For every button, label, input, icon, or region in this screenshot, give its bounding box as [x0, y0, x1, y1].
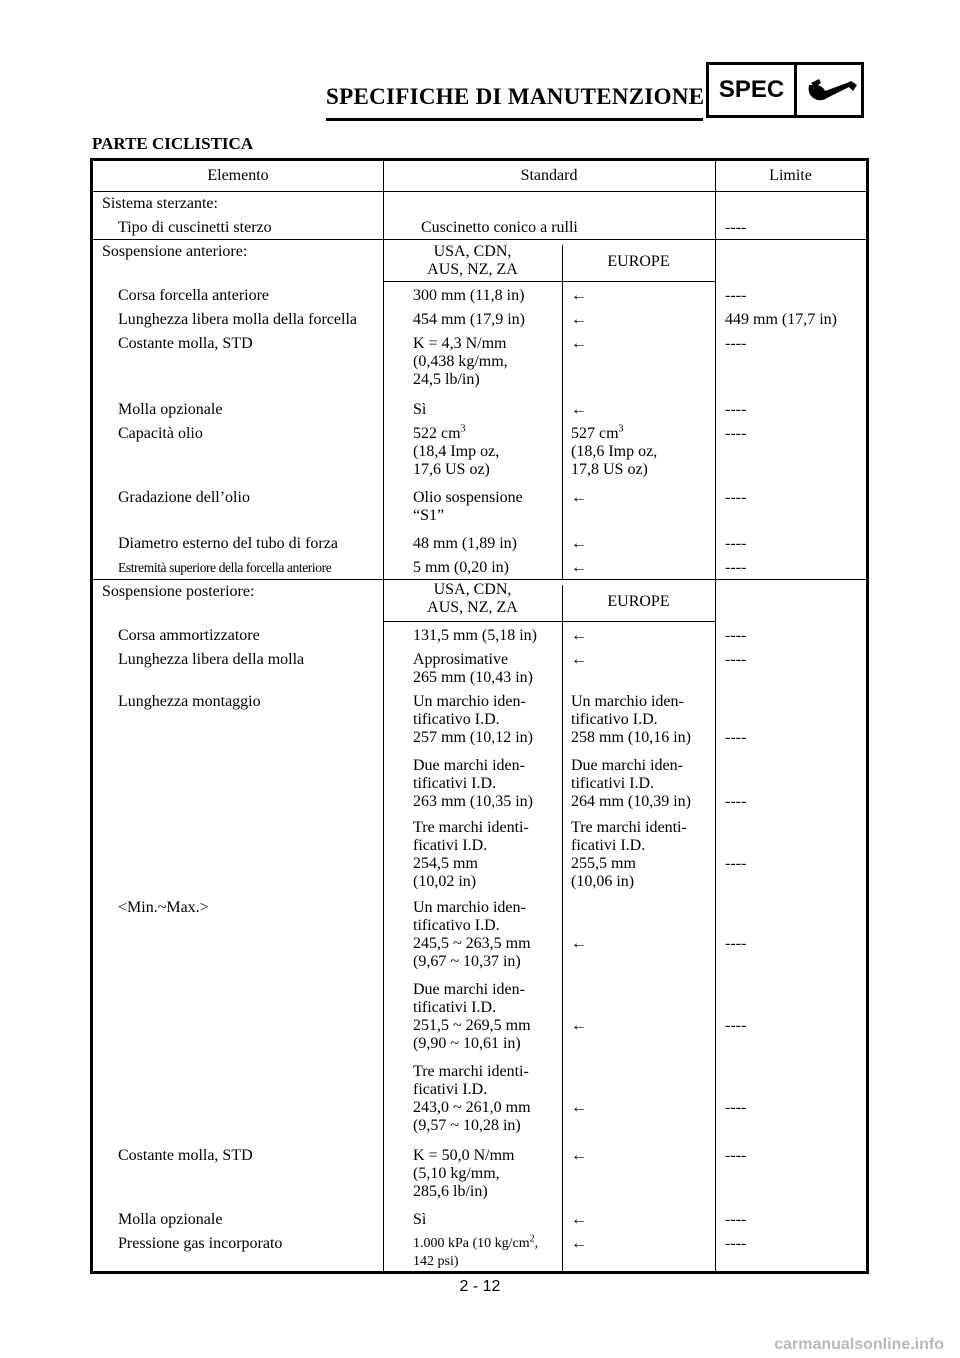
mount-limit: ----	[725, 729, 747, 746]
front-row-limit: ----	[725, 559, 747, 576]
section-title: PARTE CICLISTICA	[92, 134, 254, 153]
rear-optional-label: Molla opzionale	[118, 1211, 223, 1228]
front-row-b: ←	[571, 559, 587, 576]
rear-stroke-limit: ----	[725, 627, 747, 644]
rear-stroke-label: Corsa ammortizzatore	[118, 627, 260, 644]
page-header-title: SPECIFICHE DI MANUTENZIONE	[326, 84, 705, 109]
mount-b: Tre marchi identi- ficativi I.D. 255,5 mm (10,06 in)	[571, 819, 687, 890]
rear-optional-b: ←	[571, 1211, 587, 1228]
header-rule	[326, 118, 703, 121]
front-row-label: Diametro esterno del tubo di forza	[118, 535, 338, 552]
front-row-limit: ----	[725, 287, 747, 304]
gas-pressure-value: 1.000 kPa (10 kg/cm	[413, 1236, 530, 1251]
front-row-b: ←	[571, 311, 587, 328]
col-header-limit: Limite	[769, 167, 812, 184]
rear-region-b: EUROPE	[607, 593, 670, 610]
front-row-a: 5 mm (0,20 in)	[413, 559, 509, 576]
mount-b: Due marchi iden- tificativi I.D. 264 mm (10,39 in)	[571, 757, 691, 810]
header-divider	[93, 191, 866, 192]
oil-capacity-b-value: 527 cm	[571, 425, 619, 442]
minmax-b: ←	[571, 935, 587, 952]
spec-badge	[706, 62, 864, 118]
rear-region-a: USA, CDN, AUS, NZ, ZA	[427, 581, 518, 616]
bearing-limit: ----	[725, 219, 747, 236]
mount-a: Un marchio iden- tificativo I.D. 257 mm (10,12 in)	[413, 693, 533, 746]
spec-badge-label: SPEC	[709, 65, 797, 115]
minmax-limit: ----	[725, 1099, 747, 1116]
rear-spring-rate-a: K = 50,0 N/mm (5,10 kg/mm, 285,6 lb/in)	[413, 1147, 515, 1200]
rear-free-length-label: Lunghezza libera della molla	[118, 651, 305, 668]
rear-spring-rate-label: Costante molla, STD	[118, 1147, 253, 1164]
mount-a: Due marchi iden- tificativi I.D. 263 mm (10,35 in)	[413, 757, 533, 810]
front-row-a: 300 mm (11,8 in)	[413, 287, 525, 304]
rear-optional-limit: ----	[725, 1211, 747, 1228]
front-row-a: K = 4,3 N/mm (0,438 kg/mm, 24,5 lb/in)	[413, 335, 508, 388]
col-divider	[562, 245, 563, 579]
minmax-a: Un marchio iden- tificativo I.D. 245,5 ~ 263,5 mm (9,67 ~ 10,37 in)	[413, 899, 531, 970]
rear-optional-a: Sì	[413, 1211, 427, 1228]
gas-pressure-psi: 142 psi)	[413, 1254, 459, 1269]
gas-pressure-comma: ,	[534, 1236, 539, 1251]
front-row-label: Gradazione dell’olio	[118, 489, 250, 506]
rear-spring-rate-b: ←	[571, 1147, 587, 1164]
front-heading: Sospensione anteriore:	[102, 243, 248, 260]
rear-heading: Sospensione posteriore:	[102, 583, 255, 600]
front-row-b: ←	[571, 287, 587, 304]
mount-a: Tre marchi identi- ficativi I.D. 254,5 mm (10,02 in)	[413, 819, 529, 890]
front-row-label: Corsa forcella anteriore	[118, 287, 270, 304]
front-row-b: ←	[571, 489, 587, 506]
front-row-a: Olio sospensione “S1”	[413, 489, 523, 524]
mount-length-label: Lunghezza montaggio	[118, 693, 261, 710]
row-divider	[93, 239, 866, 240]
front-row-label: Molla opzionale	[118, 401, 223, 418]
minmax-label: <Min.~Max.>	[118, 899, 209, 916]
minmax-limit: ----	[725, 935, 747, 952]
front-row-a: 454 mm (17,9 in)	[413, 311, 525, 328]
front-row-b: ←	[571, 401, 587, 418]
gas-pressure-a	[413, 1235, 538, 1253]
rear-stroke-b: ←	[571, 627, 587, 644]
rear-free-length-b: ←	[571, 651, 587, 668]
front-region-a: USA, CDN, AUS, NZ, ZA	[427, 243, 518, 278]
oil-capacity-a-value: 522 cm	[413, 425, 461, 442]
minmax-a: Due marchi iden- tificativi I.D. 251,5 ~ 269,5 mm (9,90 ~ 10,61 in)	[413, 981, 531, 1052]
gas-pressure-limit: ----	[725, 1235, 747, 1252]
bearing-standard: Cuscinetto conico a rulli	[421, 219, 578, 236]
spec-table	[90, 158, 869, 1274]
bearing-label: Tipo di cuscinetti sterzo	[118, 219, 272, 236]
front-row-limit: ----	[725, 425, 747, 442]
oil-capacity-a	[413, 425, 466, 443]
minmax-limit: ----	[725, 1017, 747, 1034]
gas-pressure-label: Pressione gas incorporato	[118, 1235, 283, 1252]
page-number: 2 - 12	[459, 1278, 501, 1295]
front-row-label: Estremità superiore della forcella anteriore	[118, 560, 332, 575]
minmax-a: Tre marchi identi- ficativi I.D. 243,0 ~ 261,0 mm (9,57 ~ 10,28 in)	[413, 1063, 531, 1134]
front-row-limit: ----	[725, 401, 747, 418]
rear-stroke-a: 131,5 mm (5,18 in)	[413, 627, 537, 644]
rear-free-length-a: Approsimative 265 mm (10,43 in)	[413, 651, 533, 686]
col-header-standard: Standard	[520, 167, 578, 184]
front-row-limit: 449 mm (17,7 in)	[725, 311, 837, 328]
wrench-icon	[801, 73, 859, 109]
front-row-label: Lunghezza libera molla della forcella	[118, 311, 357, 328]
oil-capacity-b-imperial: (18,6 Imp oz, 17,8 US oz)	[571, 443, 658, 478]
mount-limit: ----	[725, 793, 747, 810]
row-divider	[383, 621, 715, 622]
oil-capacity-b	[571, 425, 624, 443]
oil-capacity-b-sup: 3	[618, 423, 624, 435]
front-row-limit: ----	[725, 535, 747, 552]
mount-limit: ----	[725, 855, 747, 872]
steering-heading: Sistema sterzante:	[102, 195, 218, 212]
col-divider	[562, 585, 563, 1271]
site-watermark: carmanualsonline.info	[774, 1336, 944, 1353]
gas-pressure-sup: 2	[529, 1233, 535, 1245]
mount-b: Un marchio iden- tificativo I.D. 258 mm (10,16 in)	[571, 693, 691, 746]
col-divider	[383, 161, 384, 1271]
front-row-a: 48 mm (1,89 in)	[413, 535, 517, 552]
front-row-limit: ----	[725, 489, 747, 506]
front-row-a: Sì	[413, 401, 427, 418]
rear-free-length-limit: ----	[725, 651, 747, 668]
minmax-b: ←	[571, 1017, 587, 1034]
oil-capacity-a-imperial: (18,4 Imp oz, 17,6 US oz)	[413, 443, 500, 478]
oil-capacity-a-sup: 3	[460, 423, 466, 435]
row-divider	[383, 281, 715, 282]
front-row-b: ←	[571, 335, 587, 352]
front-row-label: Capacità olio	[118, 425, 203, 442]
front-row-b: ←	[571, 535, 587, 552]
front-row-label: Costante molla, STD	[118, 335, 253, 352]
front-row-limit: ----	[725, 335, 747, 352]
rear-spring-rate-limit: ----	[725, 1147, 747, 1164]
row-divider	[93, 579, 866, 580]
minmax-b: ←	[571, 1099, 587, 1116]
gas-pressure-b: ←	[571, 1235, 587, 1252]
col-header-element: Elemento	[207, 167, 269, 184]
front-region-b: EUROPE	[607, 253, 670, 270]
col-divider	[715, 161, 716, 1271]
